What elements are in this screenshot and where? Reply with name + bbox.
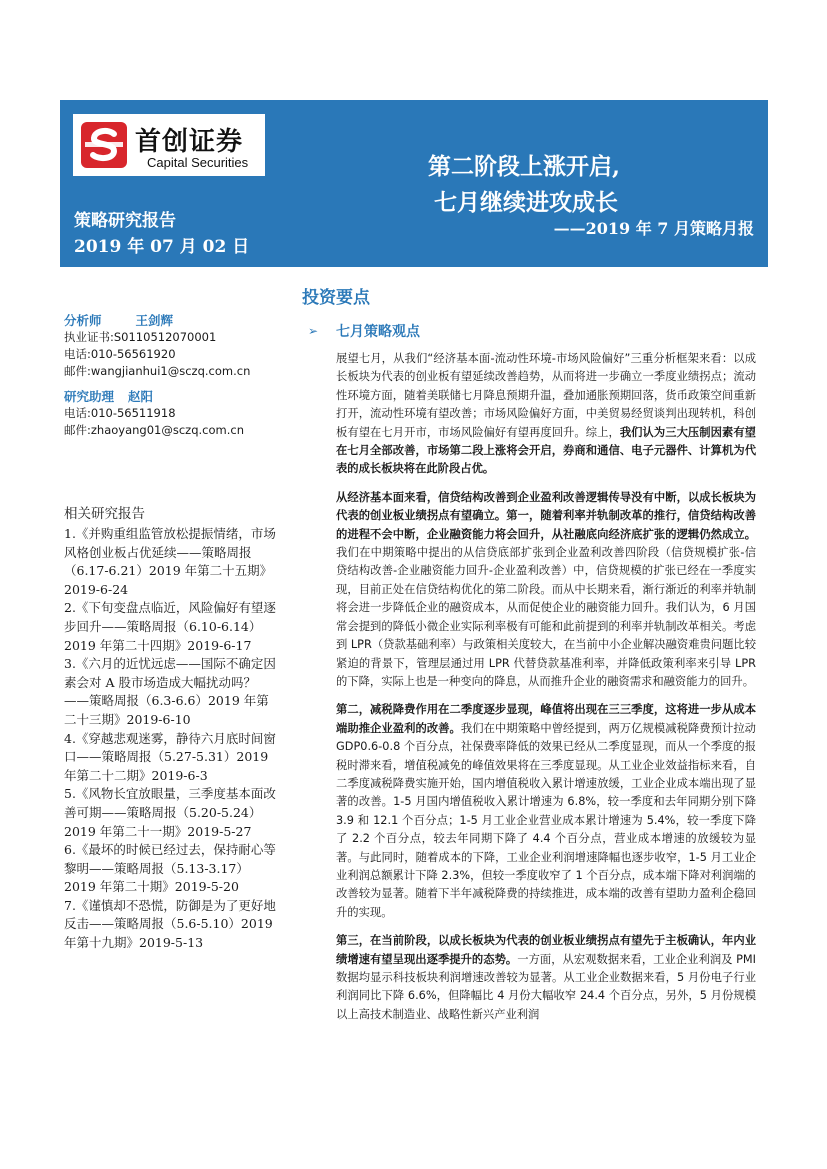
assistant-phone: 电话:010-56511918 bbox=[64, 406, 176, 420]
report-date: 2019 年 07 月 02 日 bbox=[74, 237, 250, 257]
analyst-name: 王剑辉 bbox=[135, 313, 174, 328]
report-type: 策略研究报告 bbox=[74, 211, 176, 231]
analyst-cert: 执业证书:S0110512070001 bbox=[64, 330, 217, 344]
p4-bold: 第三，在当前阶段，以成长板块为代表的创业板业绩拐点有望先于主板确认，年内业绩增速有望呈现出逐季提升的态势。 bbox=[336, 934, 756, 966]
arrow-bullet-icon: ➢ bbox=[308, 324, 319, 338]
assistant-email: 邮件:zhaoyang01@sczq.com.cn bbox=[64, 423, 244, 437]
subsection-header bbox=[308, 320, 762, 342]
company-logo bbox=[73, 114, 265, 176]
assistant-role: 研究助理 bbox=[64, 389, 115, 404]
section-title: 投资要点 bbox=[302, 288, 370, 308]
report-title-line1: 第二阶段上涨开启, bbox=[428, 153, 621, 180]
analyst-phone: 电话:010-56561920 bbox=[64, 347, 176, 361]
related-report-item[interactable]: 4.《穿越悲观迷雾，静待六月底时间窗口——策略周报（5.27-5.31）2019 年第二十二期》2019-6-3 bbox=[64, 730, 276, 783]
p3-bold: 第二，减税降费作用在二季度逐步显现，峰值将出现在三三季度，这将进一步从成本端助推企业盈利的改善。 bbox=[336, 703, 756, 735]
related-report-item[interactable]: 1.《并购重组监管放松提振情绪，市场风格创业板占优延续——策略周报（6.17-6.21）2019 年第二十五期》2019-6-24 bbox=[64, 526, 276, 597]
assistant-name: 赵阳 bbox=[128, 389, 154, 404]
related-report-item[interactable]: 3.《六月的近忧远虑——国际不确定因素会对 A 股市场造成大幅扰动吗？——策略周报（6.3-6.6）2019 年第二十三期》2019-6-10 bbox=[64, 656, 276, 727]
p2-bold: 从经济基本面来看，信贷结构改善到企业盈利改善逻辑传导没有中断，以成长板块为代表的创业板业绩拐点有望确立。第一，随着利率并轨制改革的推行，信贷结构改善的进程不会中断，企业融资能力将会回升，从社融底向经济底扩张的逻辑仍然成立。 bbox=[336, 490, 756, 541]
analyst-role: 分析师 bbox=[64, 313, 102, 328]
p4-text: 一方面，从宏观数据来看，工业企业利润及 PMI 数据均显示科技板块利润增速改善较为显著。从工业企业数据来看，5 月份电子行业利润同比下降 6.6%，但降幅比 4 月份大幅收窄 24.4 个百分点，另外，5 月份规模以上高技术制造业、战略性新兴产业利润 bbox=[336, 952, 756, 1021]
paragraph-2 bbox=[336, 489, 756, 691]
paragraph-1 bbox=[336, 350, 756, 479]
p2-text: 我们在中期策略中提出的从信贷底部扩张到企业盈利改善四阶段（信贷规模扩张-信贷结构改善-企业融资能力回升-企业盈利改善）中，信贷规模的扩张已经在一季度实现，目前正处在信贷结构优化的第二阶段。而从中长期来看，渐行渐近的利率并轨制将会进一步降低企业的融资成本，从而促使企业的融资能力回升。我们认为，6 月国常会提到的降低小微企业实际利率极有可能和此前提到的利率并轨制改革相关。考虑到 LPR（贷款基础利率）与政策相关度较大，在当前中小企业解决融资难贵问题比较紧迫的背景下，管理层通过用 LPR 代替贷款基准利率，并降低政策利率来引导 LPR 的下降，实际上也是一种变向的降息，从而推升企业的融资需求和融资能力的回升。 bbox=[336, 546, 756, 688]
report-header bbox=[60, 102, 768, 267]
body-text bbox=[336, 350, 756, 1024]
related-report-item[interactable]: 2.《下旬变盘点临近，风险偏好有望逐步回升——策略周报（6.10-6.14）2019 年第二十四期》2019-6-17 bbox=[64, 600, 276, 653]
analyst-info bbox=[64, 312, 276, 439]
subsection-title: 七月策略观点 bbox=[336, 324, 420, 340]
p1-text: 展望七月，从我们“经济基本面-流动性环境-市场风险偏好”三重分析框架来看：以成长板块为代表的创业板有望延续改善趋势，从而将进一步确立一季度业绩拐点；流动性环境方面，随着美联储七月降息预期升温，叠加通胀预期回落，货币政策空间重新打开，流动性环境有望改善；市场风险偏好方面，中美贸易经贸谈判出现转机，科创板有望在七月开市，市场风险偏好有望再度回升。综上， bbox=[336, 352, 756, 439]
report-title-line2: 七月继续进攻成长 bbox=[434, 189, 618, 216]
related-report-item[interactable]: 7.《谨慎却不恐慌，防御是为了更好地反击——策略周报（5.6-5.10）2019 年第十九期》2019-5-13 bbox=[64, 897, 276, 951]
logo-s-mark-icon bbox=[81, 122, 127, 168]
report-subtitle: ——2019 年 7 月策略月报 bbox=[553, 219, 754, 238]
related-report-item[interactable]: 6.《最坏的时候已经过去，保持耐心等黎明——策略周报（5.13-3.17）2019 年第二十期》2019-5-20 bbox=[64, 842, 276, 895]
p1-bold: 我们认为三大压制因素有望在七月全部改善，市场第二段上涨将会开启，券商和通信、电子元器件、计算机为代表的成长板块将在此阶段占优。 bbox=[336, 425, 756, 476]
paragraph-4 bbox=[336, 932, 756, 1024]
logo-chinese-name: 首创证券 bbox=[135, 127, 244, 157]
logo-english-name: Capital Securities bbox=[147, 155, 249, 170]
related-report-item[interactable]: 5.《风物长宜放眼量，三季度基本面改善可期——策略周报（5.20-5.24）2019 年第二十一期》2019-5-27 bbox=[64, 786, 276, 839]
p3-text: 我们在中期策略中曾经提到，两万亿规模减税降费预计拉动 GDP0.6-0.8 个百分点，社保费率降低的效果已经从二季度显现，而从一个季度的报税时滞来看，增值税减免的峰值效果将在三季度显现。从工业企业效益指标来看，自二季度减税降费实施开始，国内增值税收入累计增速放缓，工业企业成本端出现了显著的改善。1-5 月国内增值税收入累计增速为 6.8%，较一季度和去年同期分别下降 3.9 和 12.1 个百分点；1-5 月工业企业营业成本累计增速为 5.4%，较一季度下降了 2.2 个百分点，较去年同期下降了 4.4 个百分点，营业成本增速的放缓较为显著。与此同时，随着成本的下降，工业企业利润增速降幅也逐步收窄，1-5 月工业企业利润总额累计下降 2.3%，但较一季度收窄了 1 个百分点，成本端下降对利润端的改善较为显著。随着下半年减税降费的持续推进，成本端的改善有望助力盈利企稳回升的实现。 bbox=[336, 721, 756, 919]
analyst-email: 邮件:wangjianhui1@sczq.com.cn bbox=[64, 364, 251, 378]
assistant-role-row bbox=[64, 388, 276, 405]
related-reports-title: 相关研究报告 bbox=[64, 506, 145, 522]
analyst-role-row bbox=[64, 312, 276, 329]
related-reports bbox=[64, 503, 278, 953]
main-content bbox=[302, 286, 762, 1034]
paragraph-3 bbox=[336, 701, 756, 922]
